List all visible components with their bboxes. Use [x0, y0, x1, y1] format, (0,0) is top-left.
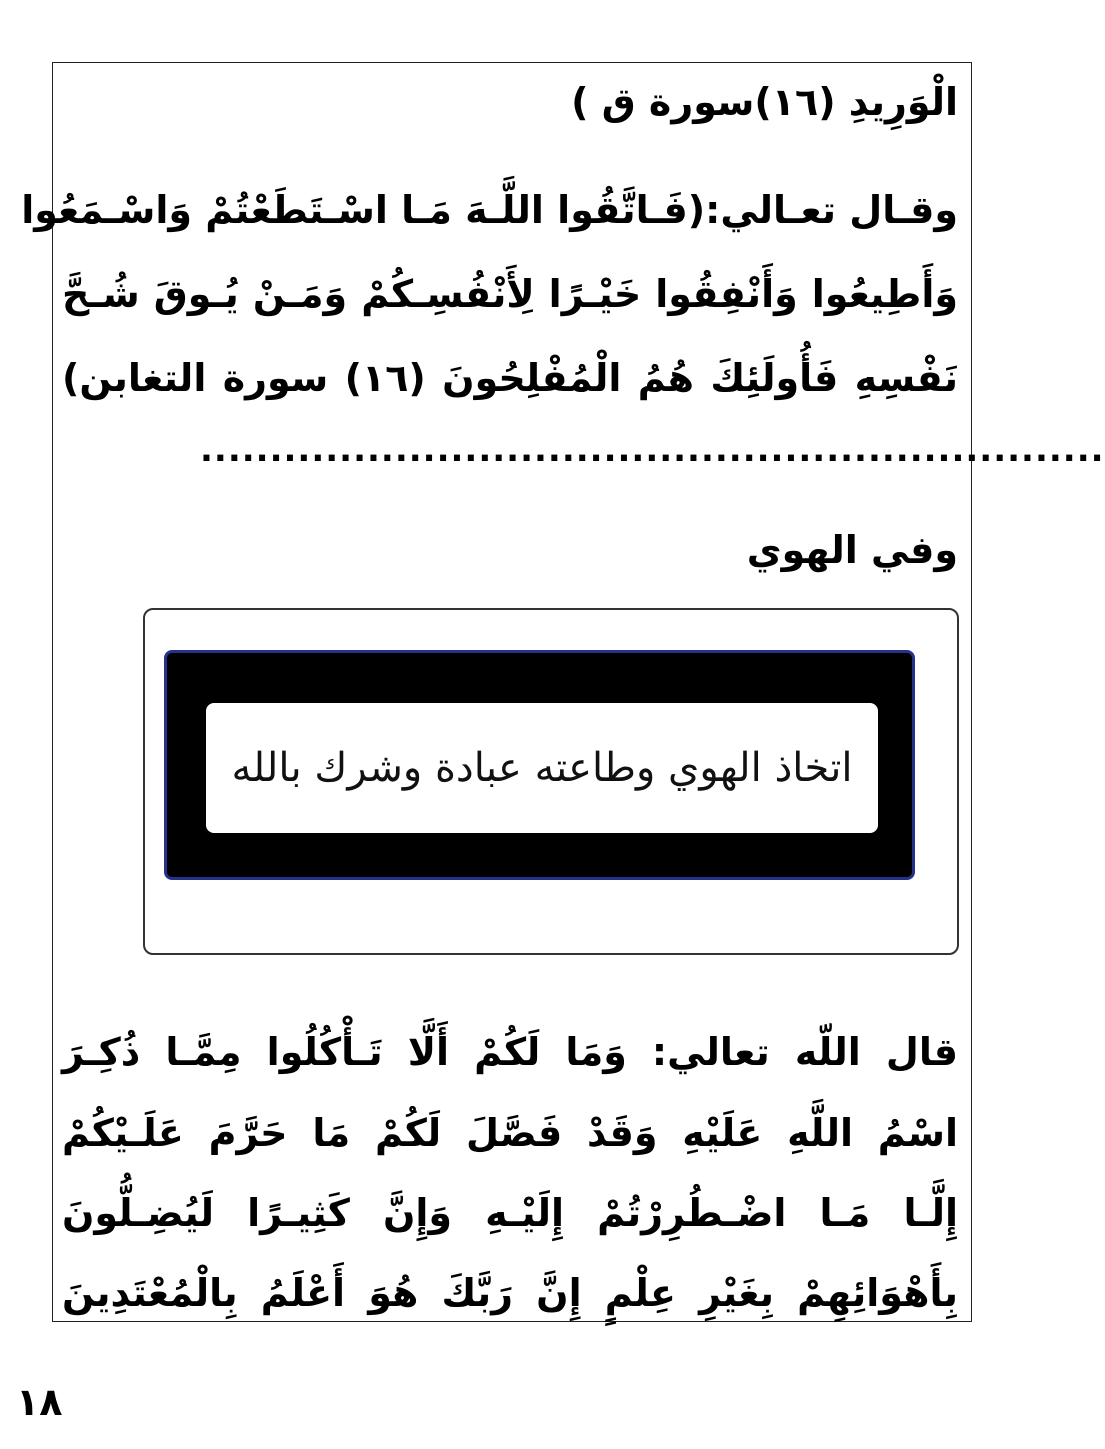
text-line-4: نَفْسِهِ فَأُولَئِكَ هُمُ الْمُفْلِحُونَ (١٦) سورة التغابن)	[62, 356, 958, 400]
separator-dots: .................................................................	[200, 430, 1105, 470]
page-number: ١٨	[16, 1380, 63, 1424]
text-line-2: وقـال تعـالي:(فَـاتَّقُوا اللَّـهَ مَـا اسْـتَطَعْتُمْ وَاسْـمَعُوا	[21, 188, 958, 232]
section-title: وفي الهوي	[746, 528, 958, 572]
text-line-6: اسْمُ اللَّهِ عَلَيْهِ وَقَدْ فَصَّلَ لَكُمْ مَا حَرَّمَ عَلَـيْكُمْ	[62, 1111, 958, 1155]
image-inner-panel	[206, 703, 878, 833]
text-line-5: قال اللّه تعالي: وَمَا لَكُمْ أَلَّا تَـأْكُلُوا مِمَّـا ذُكِـرَ	[62, 1030, 958, 1074]
text-line-3: وَأَطِيعُوا وَأَنْفِقُوا خَيْـرًا لِأَنْفُسِـكُمْ وَمَـنْ يُـوقَ شُـحَّ	[62, 272, 958, 316]
text-line-1: الْوَرِيدِ (١٦)سورة ق )	[571, 80, 958, 124]
text-line-8: بِأَهْوَائِهِمْ بِغَيْرِ عِلْمٍ إِنَّ رَبَّكَ هُوَ أَعْلَمُ بِالْمُعْتَدِينَ	[62, 1271, 958, 1315]
image-caption: اتخاذ الهوي وطاعته عبادة وشرك بالله	[231, 745, 853, 791]
text-line-7: إِلَّـا مَـا اضْـطُرِرْتُمْ إِلَيْـهِ وَإِنَّ كَثِيـرًا لَيُضِـلُّونَ	[62, 1191, 958, 1235]
